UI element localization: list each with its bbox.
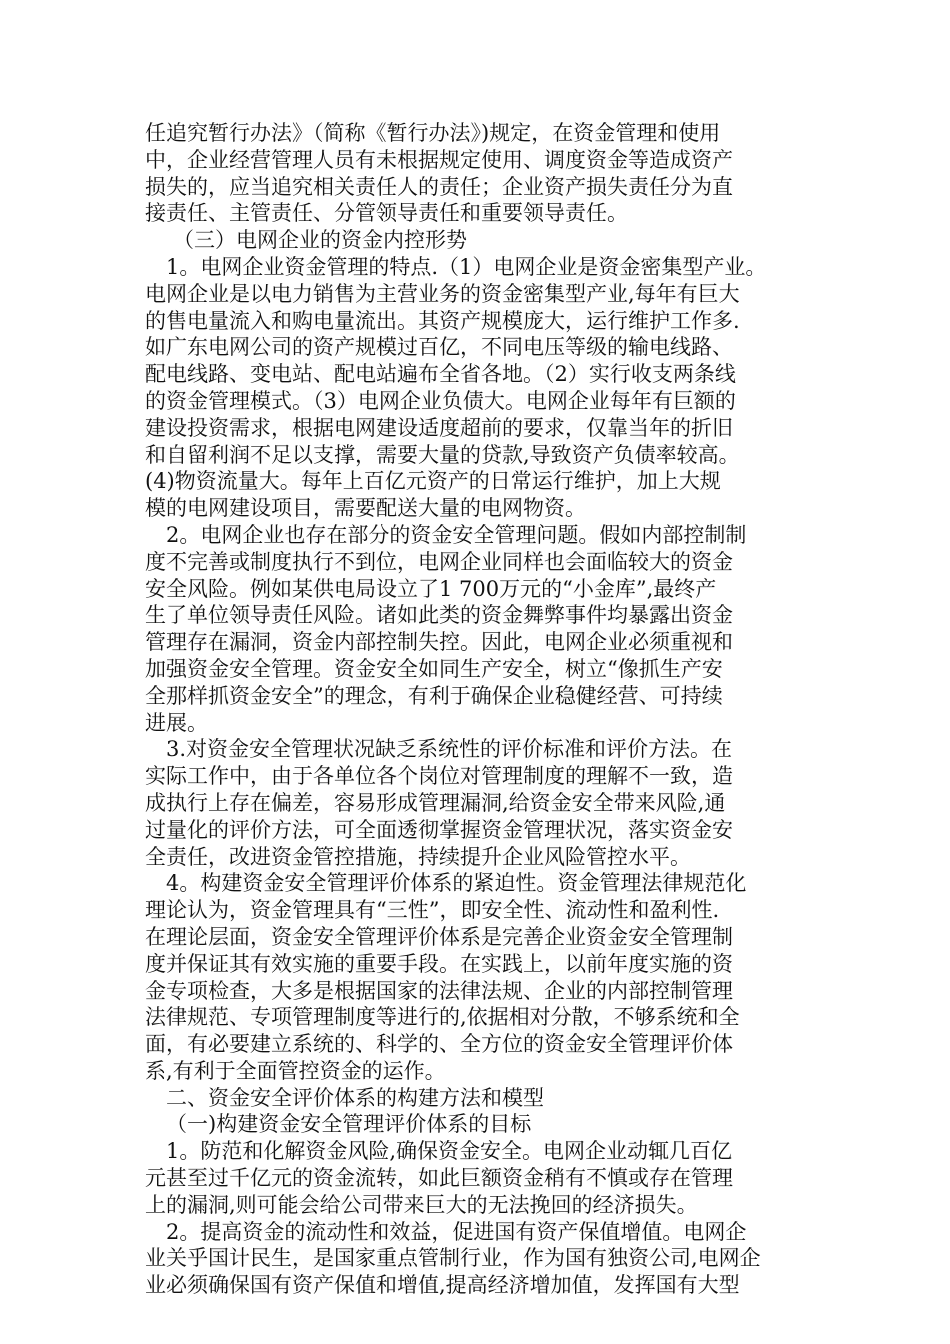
text-line: 生了单位领导责任风险。诸如此类的资金舞弊事件均暴露出资金 <box>145 603 733 628</box>
text-line: 度并保证其有效实施的重要手段。在实践上，以前年度实施的资 <box>145 951 733 976</box>
text-line: 金专项检查，大多是根据国家的法律法规、企业的内部控制管理 <box>145 978 733 1003</box>
text-line: 1。电网企业资金管理的特点.（1）电网企业是资金密集型产业。 <box>166 254 767 279</box>
text-line: 在理论层面，资金安全管理评价体系是完善企业资金安全管理制 <box>145 924 733 949</box>
text-line: 法律规范、专项管理制度等进行的,依据相对分散，不够系统和全 <box>145 1005 740 1030</box>
text-line: 的资金管理模式。（3）电网企业负债大。电网企业每年有巨额的 <box>145 388 736 413</box>
text-line: 管理存在漏洞，资金内部控制失控。因此，电网企业必须重视和 <box>145 630 733 655</box>
text-line: 成执行上存在偏差，容易形成管理漏洞,给资金安全带来风险,通 <box>145 790 726 815</box>
text-line: 如广东电网公司的资产规模过百亿，不同电压等级的输电线路、 <box>145 335 733 360</box>
text-line: 1。防范和化解资金风险,确保资金安全。电网企业动辄几百亿 <box>166 1139 733 1164</box>
text-line: 损失的，应当追究相关责任人的责任；企业资产损失责任分为直 <box>145 174 733 199</box>
text-line: (4)物资流量大。每年上百亿元资产的日常运行维护，加上大规 <box>145 469 721 494</box>
text-line: 配电线路、变电站、配电站遍布全省各地。（2）实行收支两条线 <box>145 362 736 387</box>
text-line: 的售电量流入和购电量流出。其资产规模庞大，运行维护工作多. <box>145 308 740 333</box>
text-line: 度不完善或制度执行不到位，电网企业同样也会面临较大的资金 <box>145 549 733 574</box>
text-line: 过量化的评价方法，可全面透彻掌握资金管理状况，落实资金安 <box>145 817 733 842</box>
text-line: 业关乎国计民生，是国家重点管制行业，作为国有独资公司,电网企 <box>145 1246 761 1271</box>
text-line: 3.对资金安全管理状况缺乏系统性的评价标准和评价方法。在 <box>166 737 733 762</box>
text-line: 和自留利润不足以支撑，需要大量的贷款,导致资产负债率较高。 <box>145 442 740 467</box>
text-line: 元甚至过千亿元的资金流转，如此巨额资金稍有不慎或存在管理 <box>145 1166 733 1191</box>
text-line: 安全风险。例如某供电局设立了1 700万元的“小金库”,最终产 <box>145 576 717 601</box>
text-line: 业必须确保国有资产保值和增值,提高经济增加值，发挥国有大型 <box>145 1273 740 1298</box>
text-line: （三）电网企业的资金内控形势 <box>173 228 467 253</box>
document-body <box>145 120 805 1299</box>
text-line: 实际工作中，由于各单位各个岗位对管理制度的理解不一致，造 <box>145 764 733 789</box>
text-line: 全责任，改进资金管控措施，持续提升企业风险管控水平。 <box>145 844 691 869</box>
text-line: 模的电网建设项目，需要配送大量的电网物资。 <box>145 496 586 521</box>
text-line: 全那样抓资金安全”的理念，有利于确保企业稳健经营、可持续 <box>145 683 723 708</box>
text-line: 二、资金安全评价体系的构建方法和模型 <box>166 1085 544 1110</box>
text-line: 上的漏洞,则可能会给公司带来巨大的无法挽回的经济损失。 <box>145 1192 698 1217</box>
text-line: 4。构建资金安全管理评价体系的紧迫性。资金管理法律规范化 <box>166 871 747 896</box>
text-line: 2。提高资金的流动性和效益，促进国有资产保值增值。电网企 <box>166 1219 747 1244</box>
text-line: 理论认为，资金管理具有“三性”，即安全性、流动性和盈利性. <box>145 898 720 923</box>
text-line: 任追究暂行办法》（简称《暂行办法》)规定，在资金管理和使用 <box>145 121 721 145</box>
text-line: 加强资金安全管理。资金安全如同生产安全，树立“像抓生产安 <box>145 656 723 681</box>
text-line: 建设投资需求，根据电网建设适度超前的要求，仅靠当年的折旧 <box>145 415 733 440</box>
text-line: 中，企业经营管理人员有未根据规定使用、调度资金等造成资产 <box>145 147 733 172</box>
text-line: （一)构建资金安全管理评价体系的目标 <box>166 1112 532 1137</box>
text-line: 接责任、主管责任、分管领导责任和重要领导责任。 <box>145 201 628 226</box>
text-line: 系,有利于全面管控资金的运作。 <box>145 1058 446 1083</box>
text-line: 进展。 <box>145 710 208 735</box>
text-line: 面，有必要建立系统的、科学的、全方位的资金安全管理评价体 <box>145 1032 733 1057</box>
text-line: 电网企业是以电力销售为主营业务的资金密集型产业,每年有巨大 <box>145 281 740 306</box>
text-line: 2。电网企业也存在部分的资金安全管理问题。假如内部控制制 <box>166 522 747 547</box>
